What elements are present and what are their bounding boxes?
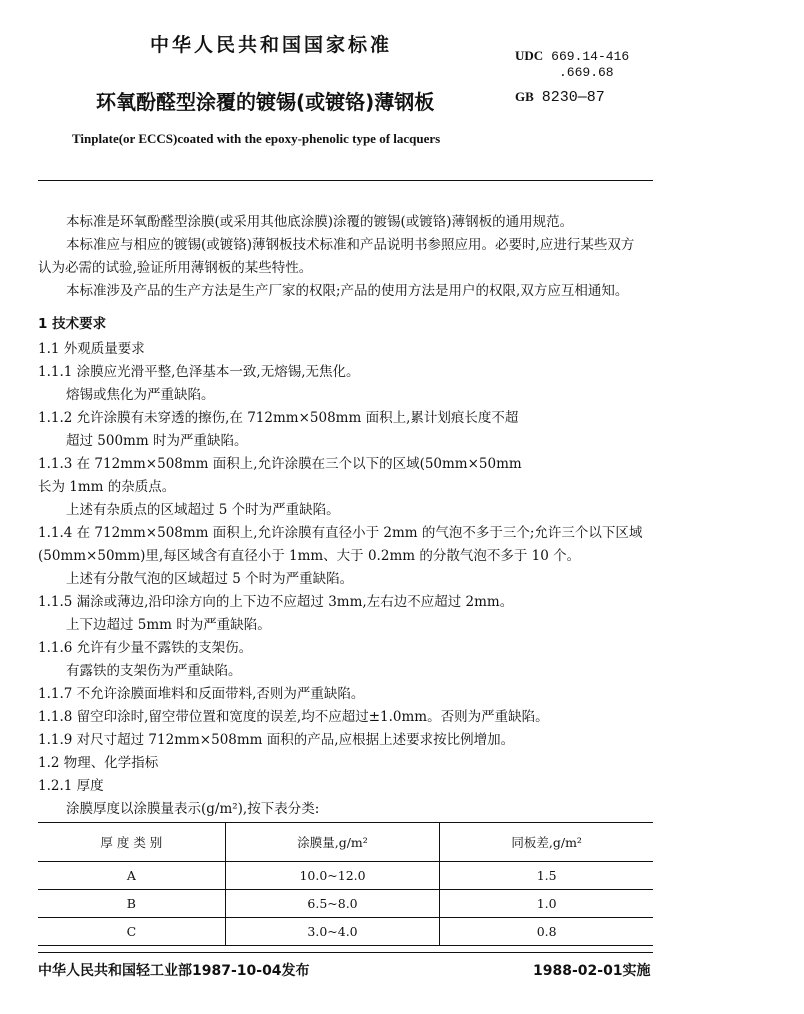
- clause-1-1-3: 1.1.3 在 712mm×508mm 面积上,允许涂膜在三个以下的区域(50mm×50mm: [38, 456, 522, 472]
- national-standard-heading: 中华人民共和国国家标准: [150, 34, 393, 56]
- clause-1-1-1-note: 熔锡或焦化为严重缺陷。: [66, 387, 215, 403]
- udc-line-1: 669.14-416: [551, 49, 630, 64]
- document-title-en: Tinplate(or ECCS)coated with the epoxy-phenolic type of lacquers: [72, 131, 441, 146]
- intro-paragraph-1: 本标准是环氧酚醛型涂膜(或采用其他底涂膜)涂覆的镀锡(或镀铬)薄钢板的通用规范。: [66, 214, 574, 230]
- clause-1-2: 1.2 物理、化学指标: [38, 755, 159, 771]
- header-rule: [38, 180, 653, 181]
- clause-1-1-1: 1.1.1 涂膜应光滑平整,色泽基本一致,无熔锡,无焦化。: [38, 364, 360, 380]
- clause-1-1-5: 1.1.5 漏涂或薄边,沿印涂方向的上下边不应超过 3mm,左右边不应超过 2mm。: [38, 594, 514, 610]
- table-row: [38, 862, 653, 890]
- clause-1-1-2-cont: 超过 500mm 时为严重缺陷。: [66, 433, 248, 449]
- clause-1-1-6: 1.1.6 允许有少量不露铁的支架伤。: [38, 640, 253, 656]
- clause-1-1-4: 1.1.4 在 712mm×508mm 面积上,允许涂膜有直径小于 2mm 的气泡不多于三个;允许三个以下区域: [38, 525, 643, 541]
- thickness-class-table: [38, 822, 653, 946]
- gb-code: [515, 89, 605, 106]
- table-cell: B: [38, 890, 225, 918]
- table-header-cell: 厚 度 类 别: [38, 823, 225, 862]
- table-cell: 6.5~8.0: [225, 890, 440, 918]
- table-cell: 10.0~12.0: [225, 862, 440, 890]
- gb-number: 8230—87: [541, 89, 605, 106]
- section-1-heading: 1 技术要求: [38, 316, 107, 332]
- table-cell: 3.0~4.0: [225, 918, 440, 946]
- intro-paragraph-2a: 本标准应与相应的镀锡(或镀铬)薄钢板技术标准和产品说明书参照应用。必要时,应进行某些双方: [66, 237, 635, 253]
- document-title-cn: 环氧酚醛型涂覆的镀锡(或镀铬)薄钢板: [96, 90, 435, 114]
- clause-1-1-4-note: 上述有分散气泡的区域超过 5 个时为严重缺陷。: [66, 571, 354, 587]
- clause-1-1-3-cont: 长为 1mm 的杂质点。: [38, 479, 176, 495]
- table-cell: 1.0: [440, 890, 653, 918]
- intro-paragraph-3: 本标准涉及产品的生产方法是生产厂家的权限;产品的使用方法是用户的权限,双方应互相通知。: [66, 283, 629, 299]
- table-header-cell: 同板差,g/m²: [440, 823, 653, 862]
- clause-1-1-5-note: 上下边超过 5mm 时为严重缺陷。: [66, 617, 271, 633]
- table-row: [38, 918, 653, 946]
- clause-1-1-8: 1.1.8 留空印涂时,留空带位置和宽度的误差,均不应超过±1.0mm。否则为严重缺陷。: [38, 709, 549, 725]
- table-header-row: [38, 823, 653, 862]
- issued-by: 中华人民共和国轻工业部1987-10-04发布: [38, 963, 310, 979]
- udc-label: UDC: [515, 48, 544, 63]
- table-cell: C: [38, 918, 225, 946]
- table-row: [38, 890, 653, 918]
- clause-1-1-7: 1.1.7 不允许涂膜面堆料和反面带料,否则为严重缺陷。: [38, 686, 365, 702]
- clause-1-2-1: 1.2.1 厚度: [38, 778, 104, 794]
- clause-1-1-9: 1.1.9 对尺寸超过 712mm×508mm 面积的产品,应根据上述要求按比例增加。: [38, 732, 515, 748]
- gb-label: GB: [515, 89, 534, 104]
- clause-1-1-2: 1.1.2 允许涂膜有未穿透的擦伤,在 712mm×508mm 面积上,累计划痕长度不超: [38, 410, 519, 426]
- clause-1-1-6-note: 有露铁的支架伤为严重缺陷。: [66, 663, 242, 679]
- table-cell: 1.5: [440, 862, 653, 890]
- table-cell: 0.8: [440, 918, 653, 946]
- footer-rule: [38, 952, 653, 953]
- intro-paragraph-2b: 认为必需的试验,验证所用薄钢板的某些特性。: [38, 260, 313, 276]
- effective-date: 1988-02-01实施: [533, 963, 651, 979]
- clause-1-1: 1.1 外观质量要求: [38, 341, 145, 357]
- table-cell: A: [38, 862, 225, 890]
- udc-code: [515, 48, 629, 81]
- clause-1-1-3-note: 上述有杂质点的区域超过 5 个时为严重缺陷。: [66, 502, 340, 518]
- clause-1-2-1-text: 涂膜厚度以涂膜量表示(g/m²),按下表分类:: [66, 801, 320, 817]
- udc-line-2: .669.68: [559, 65, 614, 80]
- table-header-cell: 涂膜量,g/m²: [225, 823, 440, 862]
- clause-1-1-4-cont: (50mm×50mm)里,每区域含有直径小于 1mm、大于 0.2mm 的分散气泡不多于 10 个。: [38, 548, 581, 564]
